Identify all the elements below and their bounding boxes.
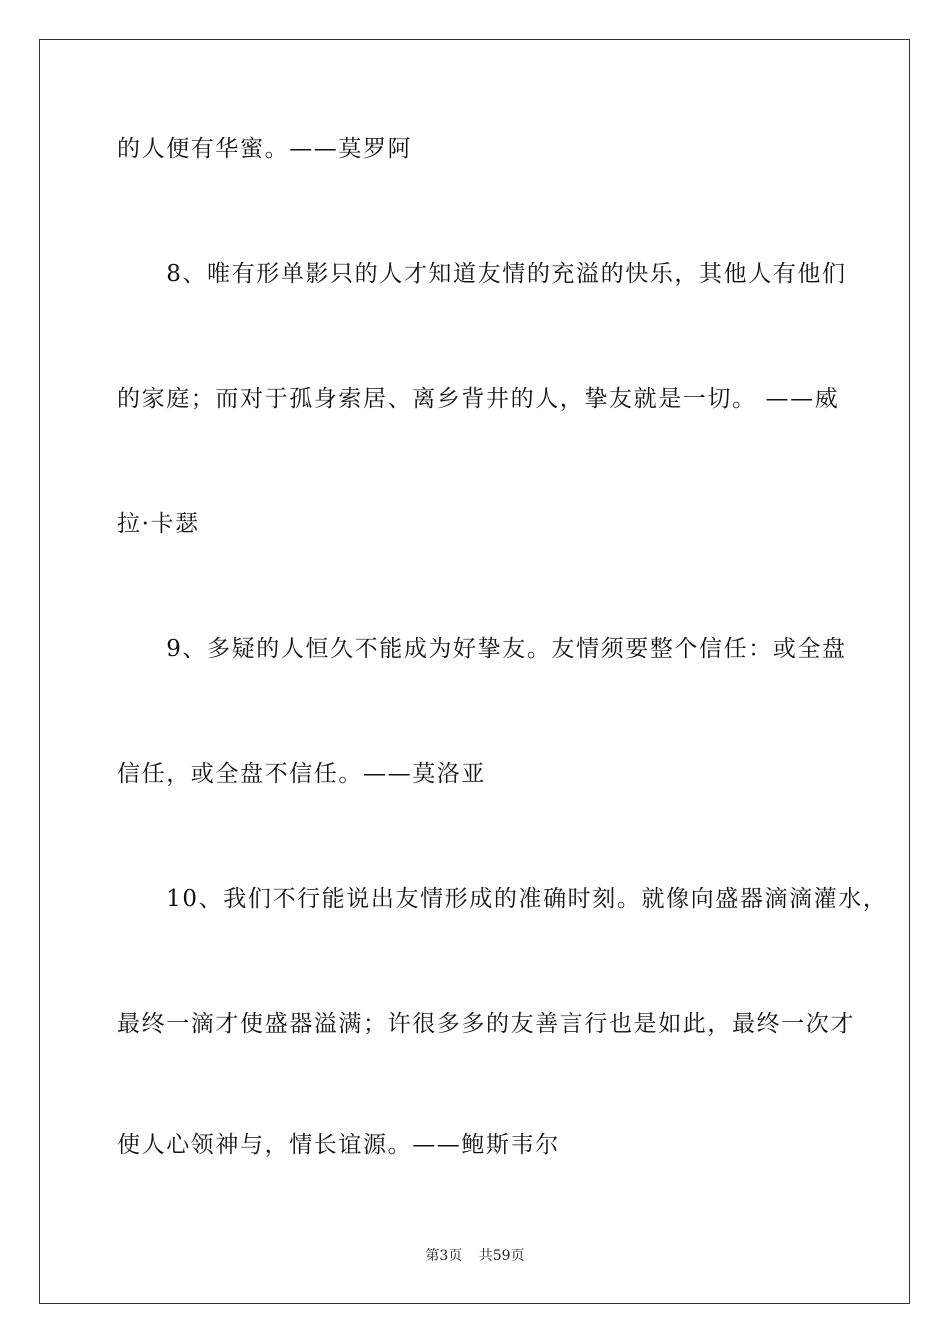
text-line-4: 拉·卡瑟 bbox=[117, 511, 200, 537]
current-page-number: 第3页 bbox=[425, 1248, 463, 1264]
total-page-count: 共59页 bbox=[478, 1248, 525, 1264]
text-line-5: 9、多疑的人恒久不能成为好挚友。友情须要整个信任：或全盘 bbox=[117, 636, 847, 662]
page-footer bbox=[0, 1247, 950, 1265]
text-line-2: 8、唯有形单影只的人才知道友情的充溢的快乐，其他人有他们 bbox=[117, 261, 847, 287]
text-line-1: 的人便有华蜜。——莫罗阿 bbox=[117, 136, 413, 162]
text-line-3: 的家庭；而对于孤身索居、离乡背井的人，挚友就是一切。 ——威 bbox=[117, 386, 840, 412]
text-line-8: 最终一滴才使盛器溢满；许很多多的友善言行也是如此，最终一次才 bbox=[117, 1011, 855, 1037]
page-frame bbox=[39, 39, 910, 1304]
text-line-9: 使人心领神与，情长谊源。——鲍斯韦尔 bbox=[117, 1132, 560, 1158]
text-line-6: 信任，或全盘不信任。——莫洛亚 bbox=[117, 761, 486, 787]
text-line-7: 10、我们不行能说出友情形成的准确时刻。就像向盛器滴滴灌水， bbox=[117, 886, 888, 912]
